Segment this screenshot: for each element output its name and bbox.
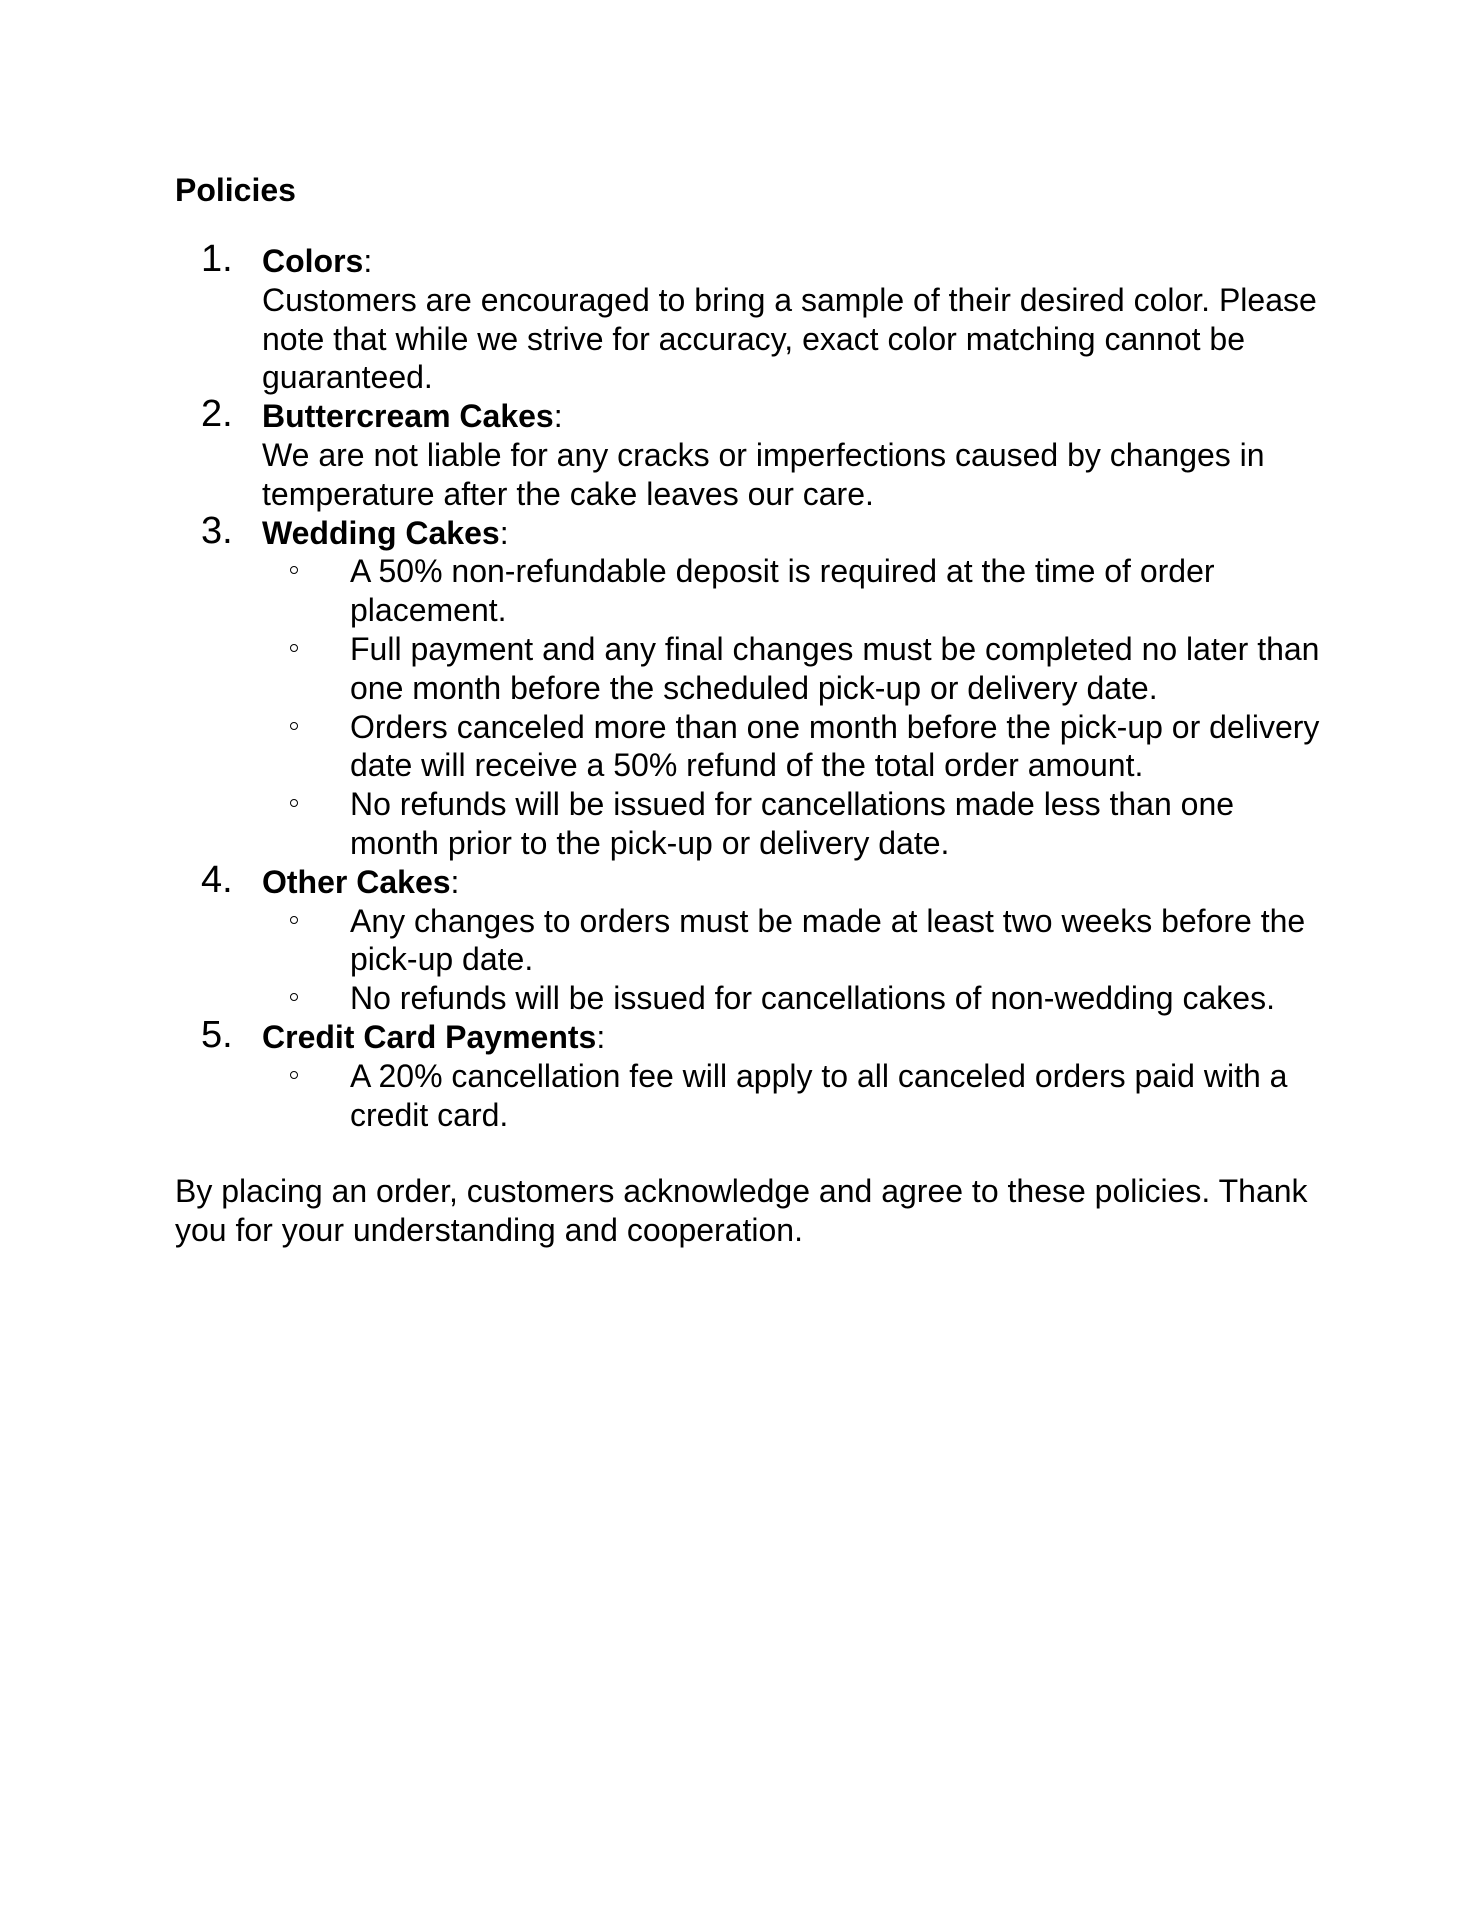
- list-item: [262, 552, 1325, 630]
- list-item: [262, 785, 1325, 863]
- circle-bullet-icon: [290, 799, 298, 807]
- policy-heading-text: Credit Card Payments: [262, 1018, 597, 1055]
- sub-list: [262, 552, 1325, 862]
- list-item-text: A 50% non-refundable deposit is required at the time of order placement.: [350, 553, 1215, 629]
- circle-bullet-icon: [290, 993, 298, 1001]
- policy-heading-colon: :: [553, 398, 563, 435]
- policy-list: [175, 238, 1325, 1134]
- policy-item-wedding-cakes: [175, 509, 1325, 863]
- circle-bullet-icon: [290, 916, 298, 924]
- policy-number: 3.: [201, 509, 233, 552]
- policy-heading-text: Wedding Cakes: [262, 514, 500, 551]
- circle-bullet-icon: [290, 644, 298, 652]
- policy-heading-text: Other Cakes: [262, 863, 451, 900]
- policy-heading: [262, 242, 1325, 281]
- policy-body: We are not liable for any cracks or imperfections caused by changes in temperature after the cake leaves our care.: [262, 436, 1265, 512]
- document-page: [175, 170, 1325, 1250]
- policy-heading-text: Colors: [262, 243, 364, 279]
- list-item: [262, 708, 1325, 786]
- circle-bullet-icon: [290, 722, 298, 730]
- list-item: [262, 902, 1325, 980]
- policy-heading: [262, 863, 1325, 902]
- list-item-text: No refunds will be issued for cancellations made less than one month prior to the pick-up or delivery date.: [350, 786, 1235, 861]
- list-item: [262, 630, 1325, 708]
- list-item: [262, 1057, 1325, 1135]
- list-item-text: Orders canceled more than one month before the pick-up or delivery date will receive a 50% refund of the total order amount.: [350, 708, 1320, 784]
- list-item: [262, 979, 1325, 1018]
- document-title: Policies: [175, 172, 296, 208]
- policy-number: 4.: [201, 858, 233, 901]
- sub-list: [262, 902, 1325, 1018]
- sub-list: [262, 1057, 1325, 1135]
- list-item-text: Any changes to orders must be made at least two weeks before the pick-up date.: [350, 902, 1306, 978]
- list-item-text: No refunds will be issued for cancellations of non-wedding cakes.: [350, 980, 1275, 1017]
- closing-paragraph: By placing an order, customers acknowledge and agree to these policies. Thank you for your understanding and cooperation.: [175, 1173, 1308, 1249]
- circle-bullet-icon: [290, 566, 298, 574]
- list-item-text: Full payment and any final changes must be completed no later than one month before the scheduled pick-up or delivery date.: [350, 630, 1320, 706]
- policy-heading-colon: :: [596, 1018, 606, 1055]
- policy-heading: [262, 1018, 1325, 1057]
- policy-item-buttercream-cakes: [175, 393, 1325, 513]
- policy-number: 2.: [201, 393, 233, 436]
- policy-item-other-cakes: [175, 858, 1325, 1018]
- policy-heading-colon: :: [499, 514, 509, 551]
- policy-heading-colon: :: [450, 863, 460, 900]
- policy-heading: [262, 514, 1325, 553]
- list-item-text: A 20% cancellation fee will apply to all canceled orders paid with a credit card.: [350, 1057, 1288, 1133]
- policy-item-credit-card-payments: [175, 1013, 1325, 1134]
- policy-number: 5.: [201, 1013, 233, 1056]
- policy-body: Customers are encouraged to bring a sample of their desired color. Please note that while we strive for accuracy, exact color matching cannot be guaranteed.: [262, 281, 1317, 396]
- policy-heading-colon: :: [363, 243, 373, 279]
- policy-number: 1.: [201, 238, 233, 280]
- policy-item-colors: [175, 238, 1325, 397]
- policy-heading: [262, 397, 1325, 436]
- circle-bullet-icon: [290, 1071, 298, 1079]
- policy-heading-text: Buttercream Cakes: [262, 398, 554, 435]
